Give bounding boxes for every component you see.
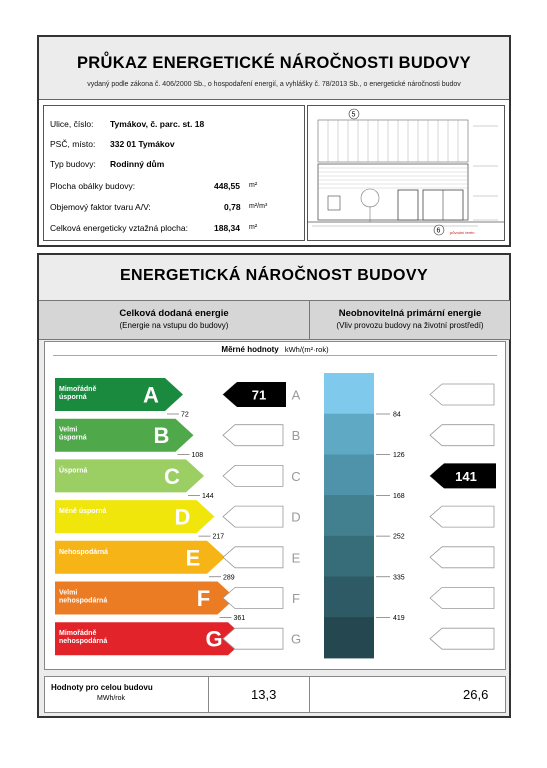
delivered-slot-g xyxy=(223,628,283,649)
street-value: Tymákov, č. parc. st. 18 xyxy=(110,119,205,129)
marker-bottom: 6 xyxy=(436,227,441,235)
footer-divider-2 xyxy=(309,677,310,712)
delivered-slot-letter-c: C xyxy=(291,468,301,484)
class-letter-c: C xyxy=(164,463,180,489)
primary-energy-title: Neobnovitelná primární energie xyxy=(338,308,482,319)
energy-performance-title: ENERGETICKÁ NÁROČNOST BUDOVY xyxy=(119,267,429,284)
specific-values-label: Měrné hodnoty xyxy=(221,345,279,354)
building-type-value: Rodinný dům xyxy=(110,159,165,169)
primary-energy-header xyxy=(309,300,510,340)
delivered-slot-letter-g: G xyxy=(290,631,302,647)
primary-slot-g xyxy=(430,628,494,649)
delivered-slot-letter-e: E xyxy=(291,550,301,566)
class-label2-f: nehospodárná xyxy=(59,597,108,605)
whole-building-values xyxy=(44,676,506,713)
certificate-header-box xyxy=(37,35,511,247)
delivered-slot-b xyxy=(223,425,283,446)
class-label-b: Velmi xyxy=(59,426,78,434)
delivered-bound-1: 108 xyxy=(191,452,204,460)
class-label2-g: nehospodárná xyxy=(59,638,108,646)
primary-bound-2: 168 xyxy=(393,492,405,500)
class-label2-a: úsporná xyxy=(59,394,87,401)
street-label: Ulice, číslo: xyxy=(50,119,94,129)
class-letter-d: D xyxy=(174,504,191,530)
delivered-slot-f xyxy=(223,588,283,609)
delivered-bound-4: 289 xyxy=(223,574,235,582)
class-arrow-d xyxy=(55,500,215,533)
psc-label: PSČ, místo: xyxy=(50,139,96,149)
class-letter-f: F xyxy=(196,586,211,611)
primary-bound-5: 419 xyxy=(393,615,405,622)
delivered-value: 71 xyxy=(251,387,267,403)
primary-bar-segment-b xyxy=(324,414,374,455)
energy-class-chart xyxy=(44,341,506,670)
class-label-a: Mimořádně xyxy=(59,386,97,393)
primary-bar-segment-d xyxy=(324,495,374,536)
delivered-bound-2: 144 xyxy=(202,492,214,500)
building-info-panel xyxy=(43,105,305,241)
primary-value: 141 xyxy=(455,468,477,484)
footer-divider-1 xyxy=(208,677,209,712)
delivered-slot-letter-a: A xyxy=(291,387,301,403)
floor-area-unit: m² xyxy=(249,224,258,231)
terrain-label: původní terén xyxy=(450,230,475,235)
class-letter-b: B xyxy=(153,423,170,449)
whole-building-delivered-value: 13,3 xyxy=(251,687,277,702)
primary-bound-0: 84 xyxy=(393,411,401,419)
delivered-slot-e xyxy=(223,547,283,568)
energy-performance-box xyxy=(37,253,511,718)
shape-factor-label: Objemový faktor tvaru A/V: xyxy=(50,202,151,212)
class-label2-b: úsporná xyxy=(59,434,87,442)
building-type-label: Typ budovy: xyxy=(50,159,96,169)
class-label-e: Nehospodárná xyxy=(59,548,109,556)
class-letter-g: G xyxy=(205,626,223,652)
delivered-energy-header xyxy=(39,300,309,340)
shape-factor-unit: m²/m³ xyxy=(249,203,268,210)
primary-slot-b xyxy=(430,425,494,446)
delivered-bound-3: 217 xyxy=(212,533,225,541)
delivered-slot-c xyxy=(223,465,283,486)
floor-area-label: Celková energeticky vztažná plocha: xyxy=(50,223,188,233)
psc-value: 332 01 Tymákov xyxy=(110,139,175,149)
delivered-slot-letter-b: B xyxy=(291,428,301,444)
delivered-energy-subtitle: (Energie na vstupu do budovy) xyxy=(119,321,229,330)
class-label-g: Mimořádně xyxy=(59,630,97,638)
primary-slot-f xyxy=(430,588,494,609)
class-label-f: Velmi xyxy=(59,589,78,597)
primary-slot-a xyxy=(430,384,494,405)
class-letter-e: E xyxy=(185,545,201,571)
primary-bar-segment-c xyxy=(324,454,374,495)
certificate-title: PRŮKAZ ENERGETICKÉ NÁROČNOSTI BUDOVY xyxy=(77,54,471,72)
envelope-area-value: 448,55 xyxy=(214,181,240,191)
primary-bar-segment-a xyxy=(324,373,374,414)
delivered-bound-0: 72 xyxy=(181,411,189,419)
floor-area-value: 188,34 xyxy=(214,223,240,233)
certificate-subtitle: vydaný podle zákona č. 406/2000 Sb., o hospodaření energií, a vyhlášky č. 78/2013 Sb., o energetické náročnosti budov xyxy=(87,81,461,88)
delivered-slot-letter-f: F xyxy=(292,591,300,606)
whole-building-unit: MWh/rok xyxy=(97,695,125,702)
primary-slot-d xyxy=(430,506,494,527)
primary-bar-segment-f xyxy=(324,577,374,618)
primary-bound-3: 252 xyxy=(393,533,405,541)
class-arrow-c xyxy=(55,459,204,492)
shape-factor-value: 0,78 xyxy=(224,202,241,212)
delivered-bound-5: 361 xyxy=(233,615,246,622)
building-elevation-drawing xyxy=(307,105,505,241)
delivered-slot-letter-d: D xyxy=(291,509,301,525)
envelope-area-unit: m² xyxy=(249,182,258,189)
envelope-area-label: Plocha obálky budovy: xyxy=(50,181,136,191)
primary-energy-subtitle: (Vliv provozu budovy na životní prostředí) xyxy=(336,321,484,330)
energy-class-svg xyxy=(45,342,505,669)
whole-building-label: Hodnoty pro celou budovu xyxy=(51,683,153,692)
primary-bound-4: 335 xyxy=(393,574,405,582)
delivered-energy-title: Celková dodaná energie xyxy=(119,308,229,319)
delivered-slot-d xyxy=(223,506,283,527)
primary-bar-segment-e xyxy=(324,536,374,577)
primary-bar-segment-g xyxy=(324,617,374,658)
primary-bound-1: 126 xyxy=(393,452,405,460)
certificate-title-bar xyxy=(39,37,509,100)
primary-slot-e xyxy=(430,547,494,568)
class-label-c: Úsporná xyxy=(59,467,88,475)
whole-building-primary-value: 26,6 xyxy=(463,687,489,702)
class-label-d: Méně úsporná xyxy=(59,508,107,516)
specific-values-unit: kWh/(m²·rok) xyxy=(284,345,329,354)
elevation-drawing-svg xyxy=(308,106,504,240)
marker-top: 5 xyxy=(351,111,356,119)
class-letter-a: A xyxy=(143,382,159,408)
